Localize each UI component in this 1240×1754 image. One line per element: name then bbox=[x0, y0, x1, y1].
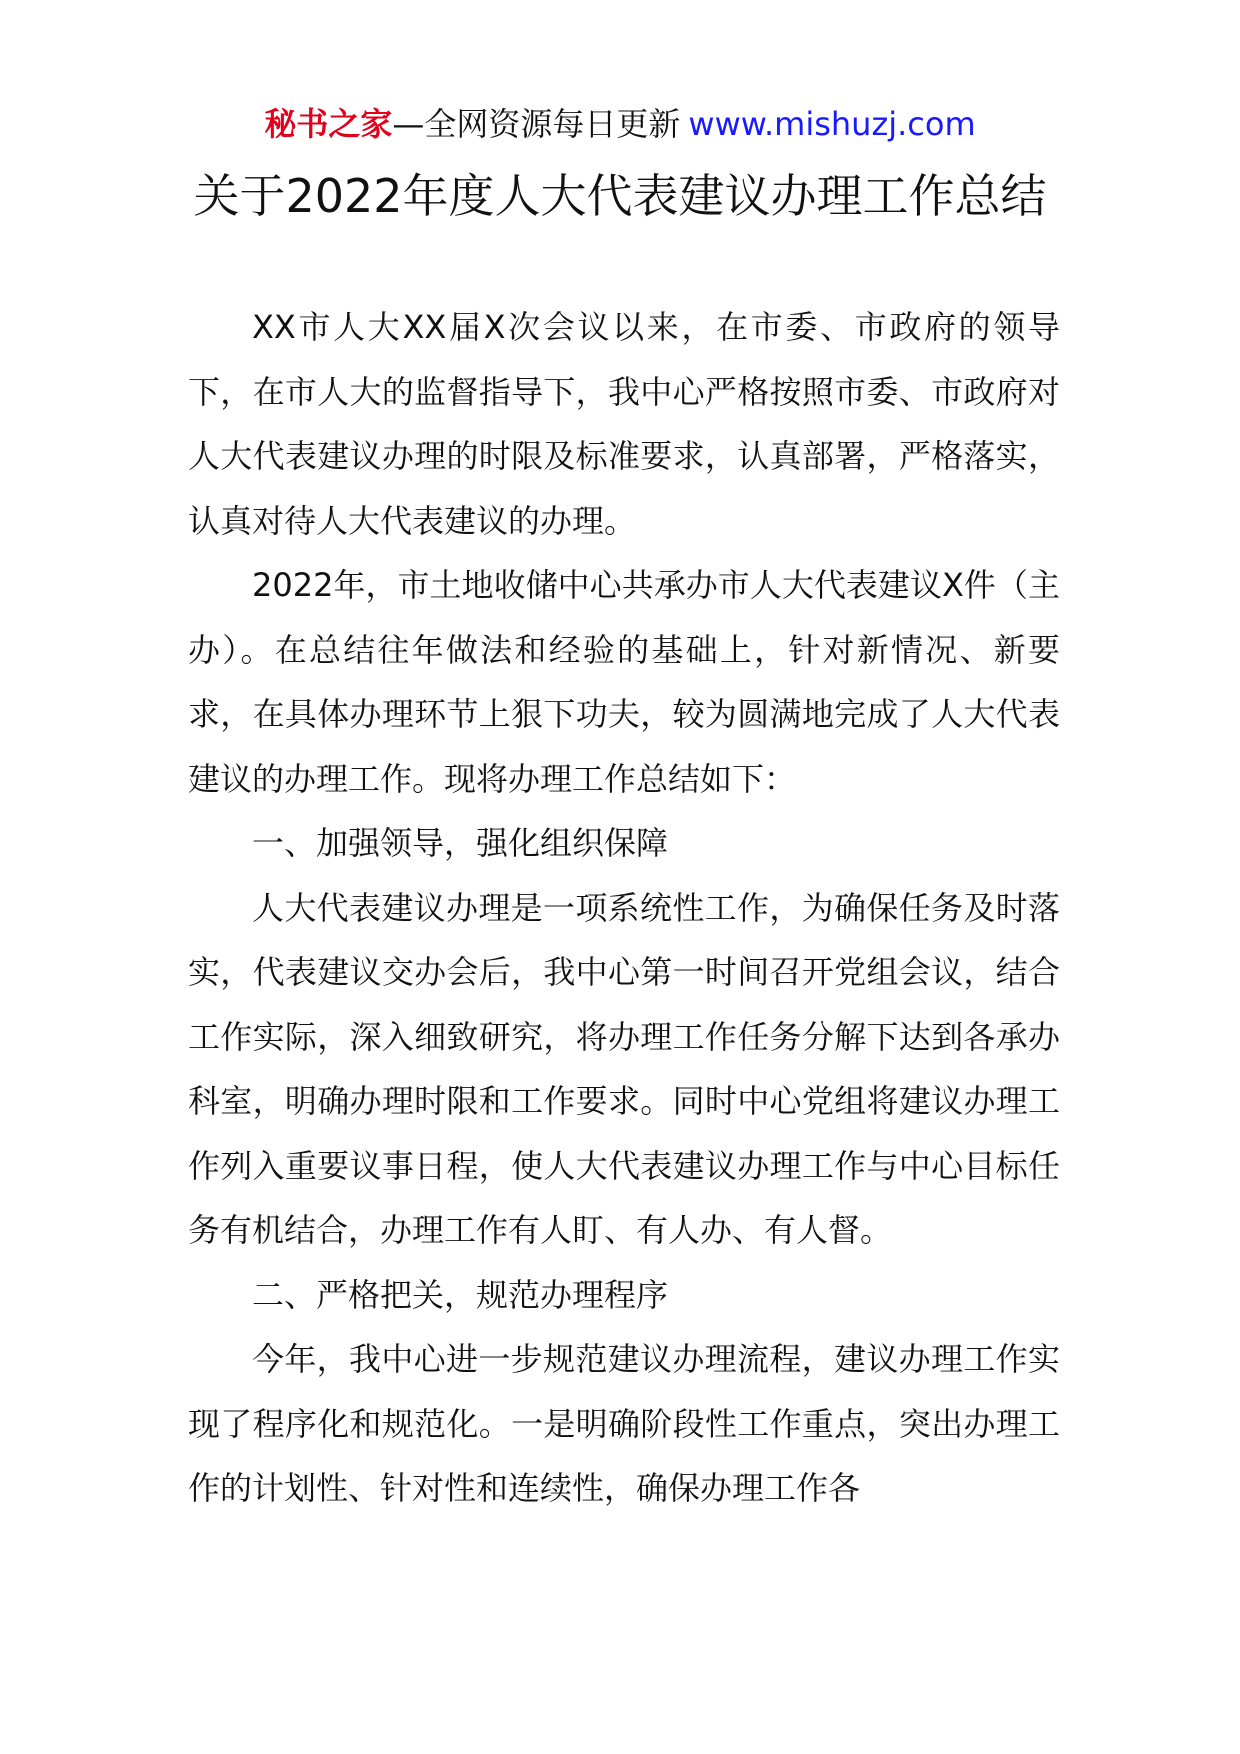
section-2-paragraph: 今年，我中心进一步规范建议办理流程，建议办理工作实现了程序化和规范化。一是明确阶段性工作重点，突出办理工作的计划性、针对性和连续性，确保办理工作各 bbox=[188, 1340, 1060, 1507]
section-1-paragraph: 人大代表建议办理是一项系统性工作，为确保任务及时落实，代表建议交办会后，我中心第一时间召开党组会议，结合工作实际，深入细致研究，将办理工作任务分解下达到各承办科室，明确办理时限和工作要求。同时中心党组将建议办理工作列入重要议事日程，使人大代表建议办理工作与中心目标任务有机结合，办理工作有人盯、有人办、有人督。 bbox=[188, 888, 1060, 1249]
intro-paragraph-2: 2022年，市土地收储中心共承办市人大代表建议X件（主办）。在总结往年做法和经验的基础上，针对新情况、新要求，在具体办理环节上狠下功夫，较为圆满地完成了人大代表建议的办理工作。现将办理工作总结如下： bbox=[188, 566, 1060, 798]
section-1-heading: 一、加强领导，强化组织保障 bbox=[252, 824, 669, 862]
document-body bbox=[188, 295, 1060, 1521]
site-brand: 秘书之家 bbox=[264, 105, 393, 143]
document-title: 关于2022年度人大代表建议办理工作总结 bbox=[193, 169, 1047, 223]
site-slogan: —全网资源每日更新 bbox=[392, 105, 681, 143]
site-url-link[interactable]: www.mishuzj.com bbox=[688, 105, 976, 143]
intro-paragraph-1: XX市人大XX届X次会议以来，在市委、市政府的领导下，在市人大的监督指导下，我中心严格按照市委、市政府对人大代表建议办理的时限及标准要求，认真部署，严格落实，认真对待人大代表建议的办理。 bbox=[188, 308, 1060, 540]
section-2-heading: 二、严格把关，规范办理程序 bbox=[252, 1275, 669, 1314]
site-header bbox=[0, 104, 1240, 144]
